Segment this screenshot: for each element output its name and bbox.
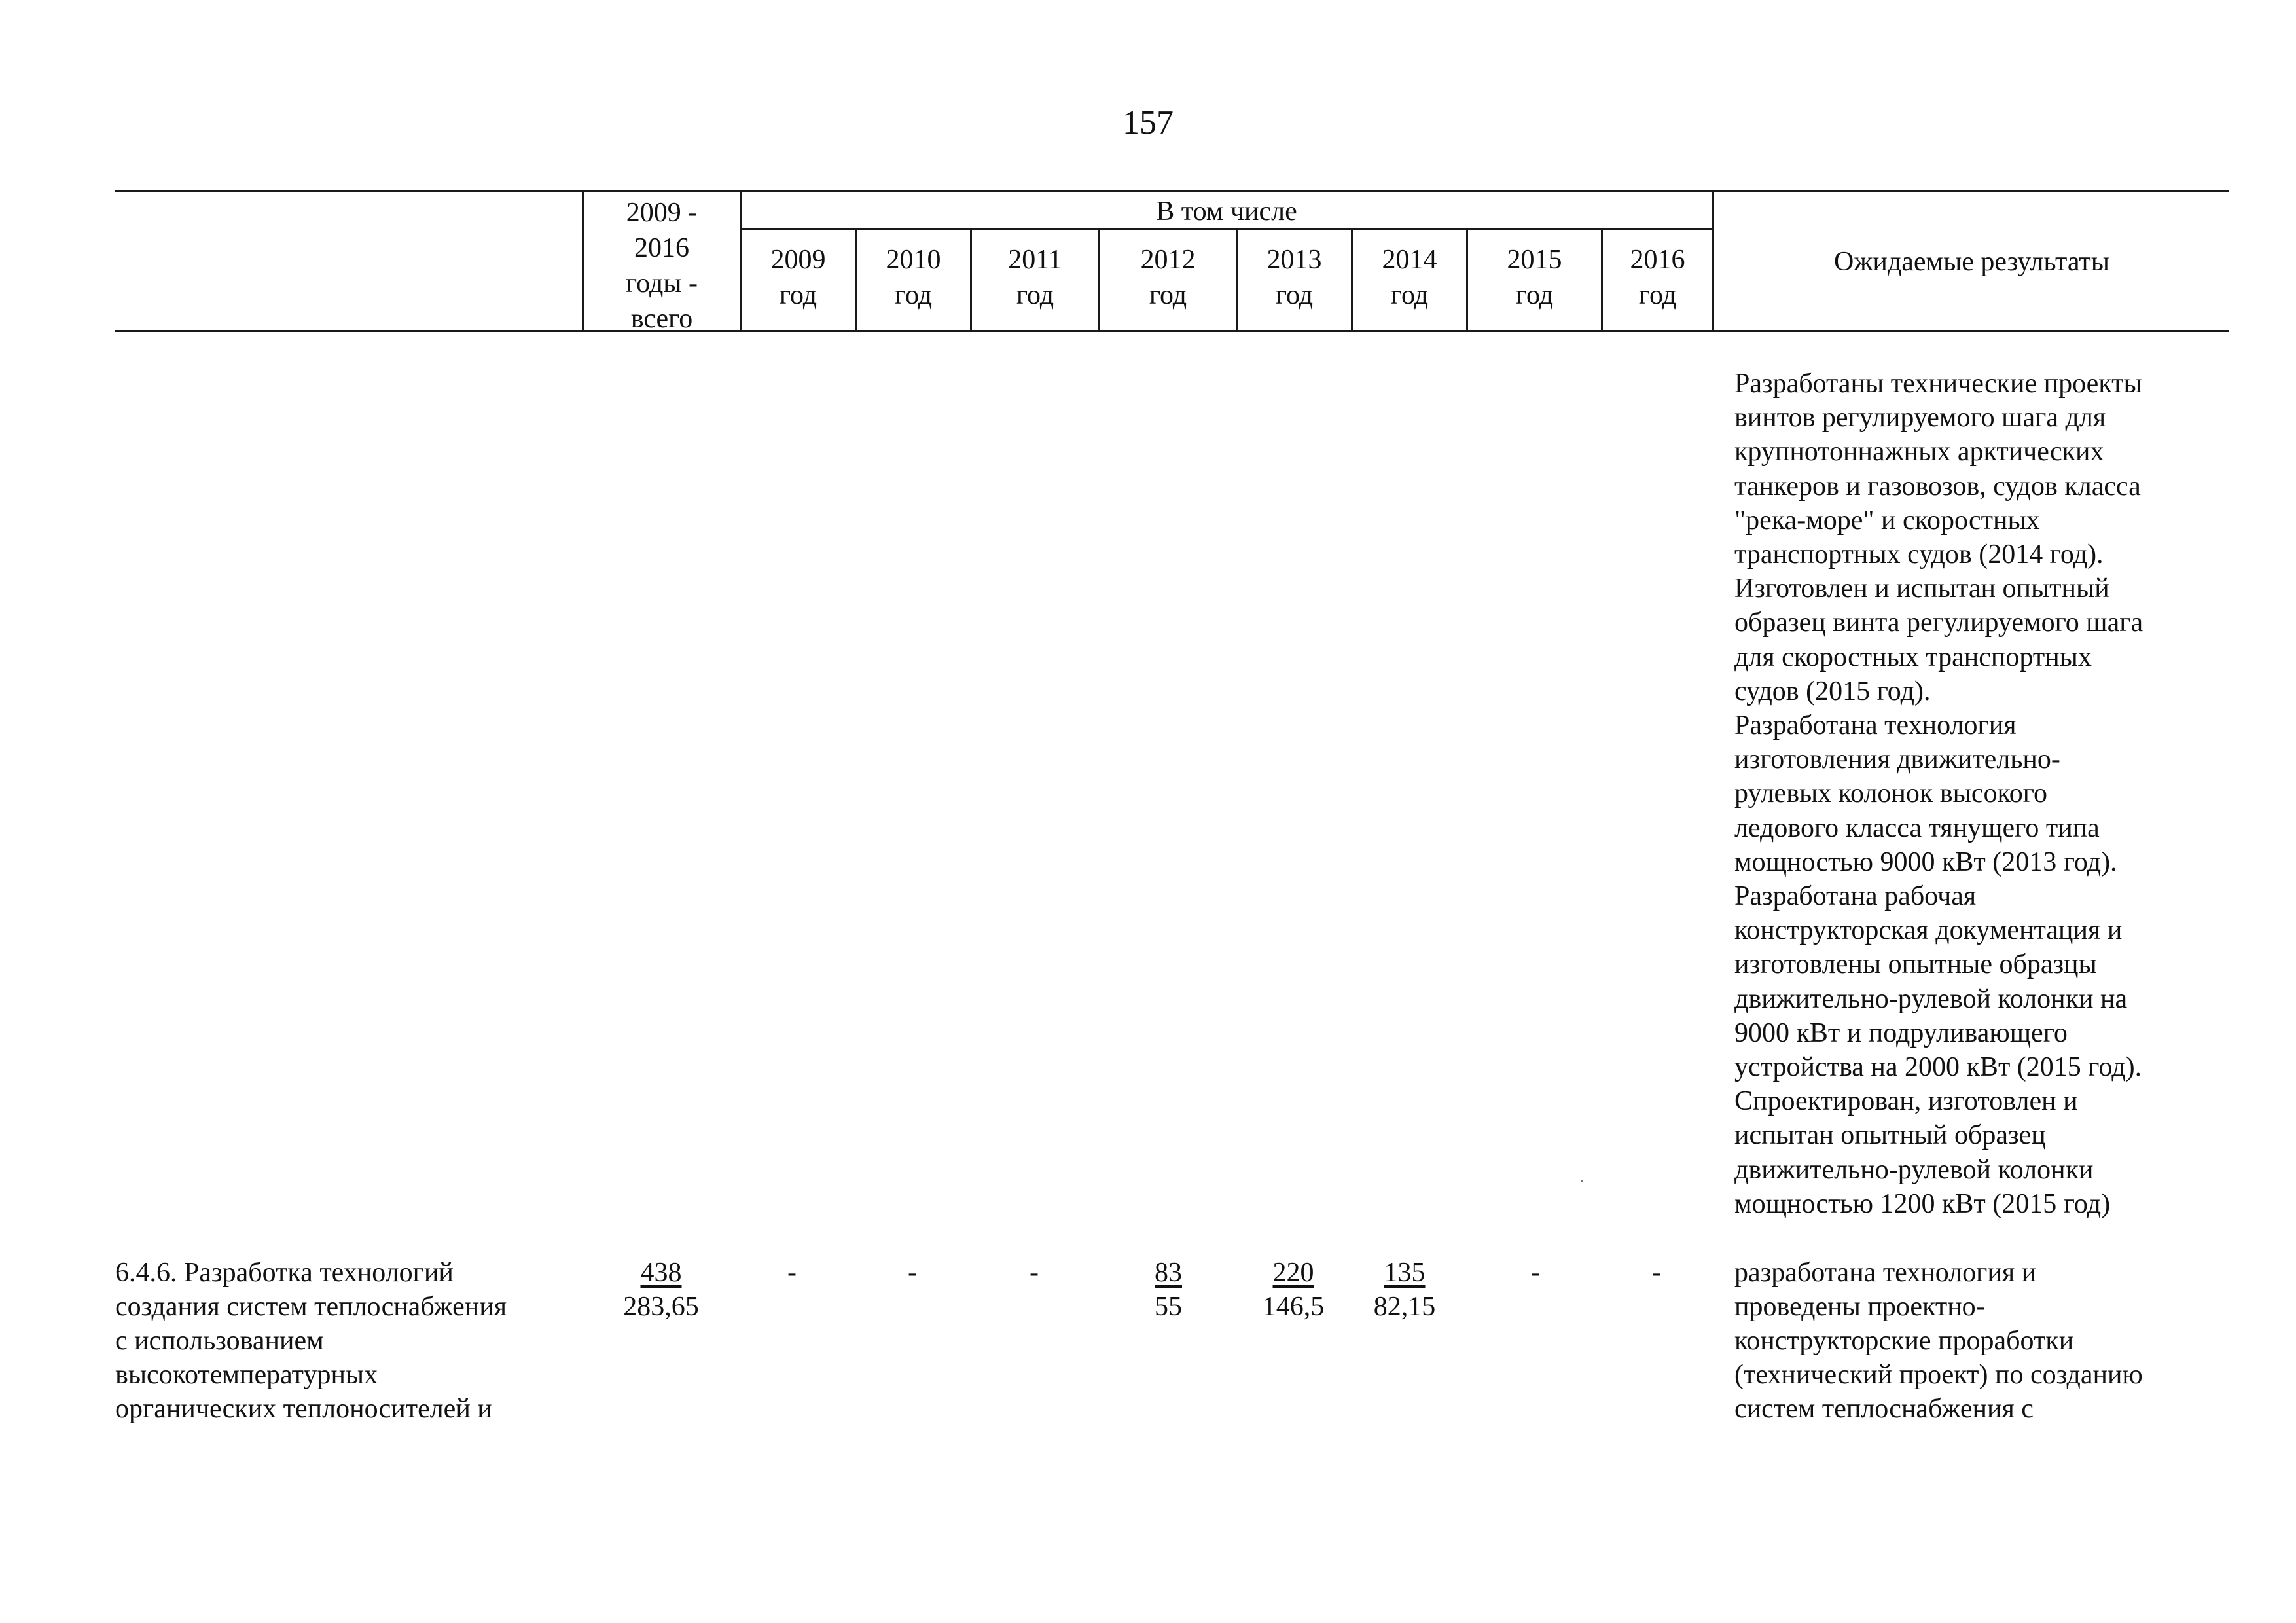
result-line: Разработана рабочая — [1734, 881, 1977, 912]
row-year-2009 — [740, 1256, 844, 1290]
value-top: 83 — [1155, 1258, 1182, 1288]
header-year-unit: год — [1016, 280, 1054, 310]
result-line: Разработаны технические проекты — [1734, 369, 2142, 399]
row-year-2013 — [1236, 1256, 1351, 1324]
result-line: винтов регулируемого шага для — [1734, 403, 2106, 433]
row-result-line: разработана технология и — [1734, 1258, 2037, 1288]
header-year: 2014 — [1382, 245, 1437, 275]
row-year-2015 — [1470, 1256, 1601, 1290]
result-line: движительно-рулевой колонки на — [1734, 983, 2128, 1014]
result-line: образец винта регулируемого шага — [1734, 608, 2144, 638]
header-year: 2013 — [1266, 245, 1322, 275]
result-line: Спроектирован, изготовлен и — [1734, 1086, 2078, 1117]
result-line: танкеров и газовозов, судов класса — [1734, 471, 2141, 501]
row-result-line: (технический проект) по созданию — [1734, 1360, 2143, 1390]
row-name — [115, 1256, 586, 1426]
result-line: движительно-рулевой колонки — [1734, 1154, 2094, 1185]
result-line: мощностью 9000 кВт (2013 год). — [1734, 847, 2117, 877]
row-year-2016 — [1601, 1256, 1712, 1290]
header-top-rule — [115, 190, 2229, 192]
row-total — [589, 1256, 733, 1324]
header-year-unit: год — [1638, 280, 1677, 310]
header-year-unit: год — [1390, 280, 1429, 310]
result-line: конструкторская документация и — [1734, 915, 2123, 946]
result-line: для скоростных транспортных — [1734, 642, 2092, 672]
header-year-2009 — [742, 242, 855, 321]
header-year-2013 — [1238, 242, 1351, 321]
header-year-unit: год — [1515, 280, 1554, 310]
result-line: Разработана технология — [1734, 710, 2017, 741]
header-year: 2012 — [1140, 245, 1196, 275]
header-total-line: годы - — [625, 268, 698, 299]
scan-speck — [1581, 1180, 1583, 1182]
result-line: ледового класса тянущего типа — [1734, 812, 2100, 843]
result-line: судов (2015 год). — [1734, 676, 1931, 706]
header-year-2011 — [972, 242, 1098, 321]
value-bottom: 82,15 — [1373, 1292, 1436, 1322]
row-result — [1734, 1256, 2284, 1426]
header-year-unit: год — [1275, 280, 1314, 310]
header-year-2015 — [1468, 242, 1601, 321]
header-total-line: 2016 — [634, 233, 689, 263]
header-group-label: В том числе — [1156, 196, 1297, 227]
result-line: транспортных судов (2014 год). — [1734, 539, 2104, 570]
row-result-line: конструкторские проработки — [1734, 1326, 2074, 1356]
header-year: 2011 — [1008, 245, 1062, 275]
row-name-line: создания систем теплоснабжения — [115, 1292, 507, 1322]
value-bottom: 55 — [1155, 1292, 1182, 1322]
value-top: 438 — [640, 1258, 682, 1288]
row-name-line: высокотемпературных — [115, 1360, 378, 1390]
header-year-unit: год — [779, 280, 817, 310]
value-top: - — [1652, 1258, 1661, 1288]
result-line: "река-море" и скоростных — [1734, 505, 2040, 536]
value-top: - — [787, 1258, 797, 1288]
result-line: изготовления движительно- — [1734, 744, 2060, 775]
value-bottom: 283,65 — [623, 1292, 699, 1322]
value-bottom: 146,5 — [1262, 1292, 1325, 1322]
header-year: 2016 — [1630, 245, 1685, 275]
header-year: 2009 — [770, 245, 826, 275]
row-result-line: проведены проектно- — [1734, 1292, 1985, 1322]
header-total-line: 2009 - — [626, 198, 698, 228]
header-year: 2015 — [1507, 245, 1562, 275]
continued-results — [1734, 367, 2284, 1221]
header-year-2014 — [1353, 242, 1466, 321]
result-line: испытан опытный образец — [1734, 1120, 2046, 1151]
header-results-col: Ожидаемые результаты — [1834, 247, 2109, 277]
header-year-2010 — [857, 242, 970, 321]
result-line: устройства на 2000 кВт (2015 год). — [1734, 1052, 2142, 1083]
value-top: 135 — [1384, 1258, 1426, 1288]
row-year-2012 — [1106, 1256, 1230, 1324]
page-number: 157 — [1122, 104, 1174, 141]
header-year-unit: год — [894, 280, 933, 310]
value-top: - — [1030, 1258, 1039, 1288]
result-line: 9000 кВт и подруливающего — [1734, 1017, 2068, 1048]
value-top: - — [1531, 1258, 1540, 1288]
header-year-2016 — [1603, 242, 1712, 321]
row-year-2014 — [1347, 1256, 1462, 1324]
header-year-2012 — [1100, 242, 1236, 321]
row-year-2011 — [970, 1256, 1098, 1290]
result-line: Изготовлен и испытан опытный — [1734, 574, 2109, 604]
result-line: мощностью 1200 кВт (2015 год) — [1734, 1188, 2111, 1219]
header-year: 2010 — [886, 245, 941, 275]
value-top: 220 — [1272, 1258, 1314, 1288]
header-total-line: всего — [630, 304, 693, 334]
result-line: изготовлены опытные образцы — [1734, 949, 2097, 980]
result-line: рулевых колонок высокого — [1734, 778, 2047, 809]
row-name-line: 6.4.6. Разработка технологий — [115, 1258, 454, 1288]
header-bottom-rule — [115, 330, 2229, 332]
result-line: крупнотоннажных арктических — [1734, 437, 2104, 467]
row-year-2010 — [855, 1256, 970, 1290]
header-total-col — [584, 195, 740, 337]
row-result-line: систем теплоснабжения с — [1734, 1394, 2034, 1424]
row-name-line: органических теплоносителей и — [115, 1394, 492, 1424]
header-year-unit: год — [1149, 280, 1187, 310]
value-top: - — [908, 1258, 917, 1288]
row-name-line: с использованием — [115, 1326, 324, 1356]
